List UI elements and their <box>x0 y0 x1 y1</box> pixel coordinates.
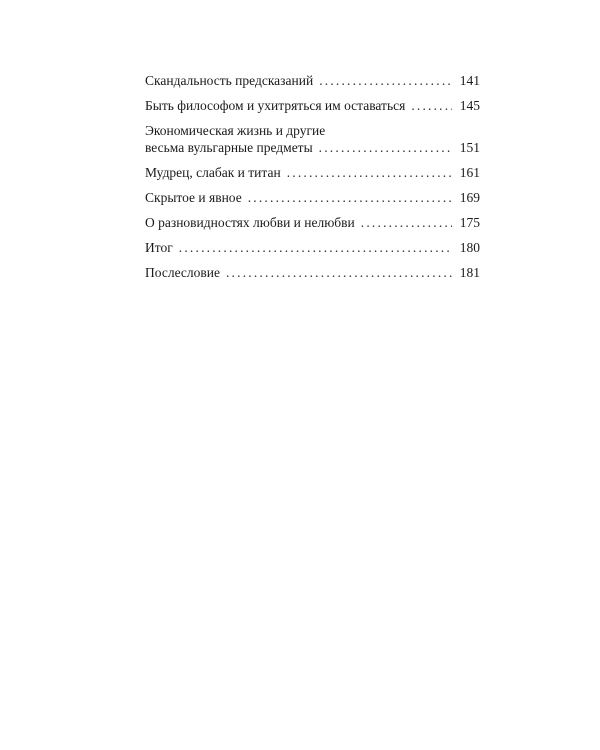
toc-entry <box>145 214 480 231</box>
dot-leader <box>179 239 452 256</box>
toc-entry-page: 181 <box>459 265 480 280</box>
toc-entry-title: Итог <box>145 240 173 255</box>
toc-entry-page: 151 <box>459 140 480 155</box>
toc-line <box>145 164 480 181</box>
toc-entry-page: 169 <box>459 190 480 205</box>
toc-entry-title: Мудрец, слабак и титан <box>145 165 281 180</box>
dot-leader <box>411 97 452 114</box>
toc-line <box>145 189 480 206</box>
toc-entry <box>145 97 480 114</box>
toc-entry-title-line1: Экономическая жизнь и другие <box>145 123 326 138</box>
toc-line <box>145 139 480 156</box>
toc-line <box>145 72 480 89</box>
toc-entry <box>145 264 480 281</box>
toc-line <box>145 239 480 256</box>
toc-entry <box>145 189 480 206</box>
toc-entry-title: весьма вульгарные предметы <box>145 140 313 155</box>
toc-line <box>145 264 480 281</box>
dot-leader <box>319 72 452 89</box>
toc-entry <box>145 122 480 156</box>
dot-leader <box>226 264 452 281</box>
toc-entry-page: 145 <box>459 98 480 113</box>
toc-entry-page: 180 <box>459 240 480 255</box>
toc-entry-title: Послесловие <box>145 265 220 280</box>
toc-entry-page: 175 <box>459 215 480 230</box>
toc-entry-title: Скандальность предсказаний <box>145 73 314 88</box>
dot-leader <box>361 214 452 231</box>
dot-leader <box>287 164 452 181</box>
toc-entry-page: 141 <box>459 73 480 88</box>
toc-entry <box>145 72 480 89</box>
dot-leader <box>248 189 452 206</box>
dot-leader <box>319 139 452 156</box>
toc-entry-title: Скрытое и явное <box>145 190 242 205</box>
toc-entry-page: 161 <box>459 165 480 180</box>
table-of-contents <box>145 72 480 289</box>
toc-entry <box>145 164 480 181</box>
toc-line <box>145 97 480 114</box>
toc-entry-title: Быть философом и ухитряться им оставаться <box>145 98 406 113</box>
toc-entry-title: О разновидностях любви и нелюбви <box>145 215 355 230</box>
toc-line <box>145 214 480 231</box>
toc-entry <box>145 239 480 256</box>
